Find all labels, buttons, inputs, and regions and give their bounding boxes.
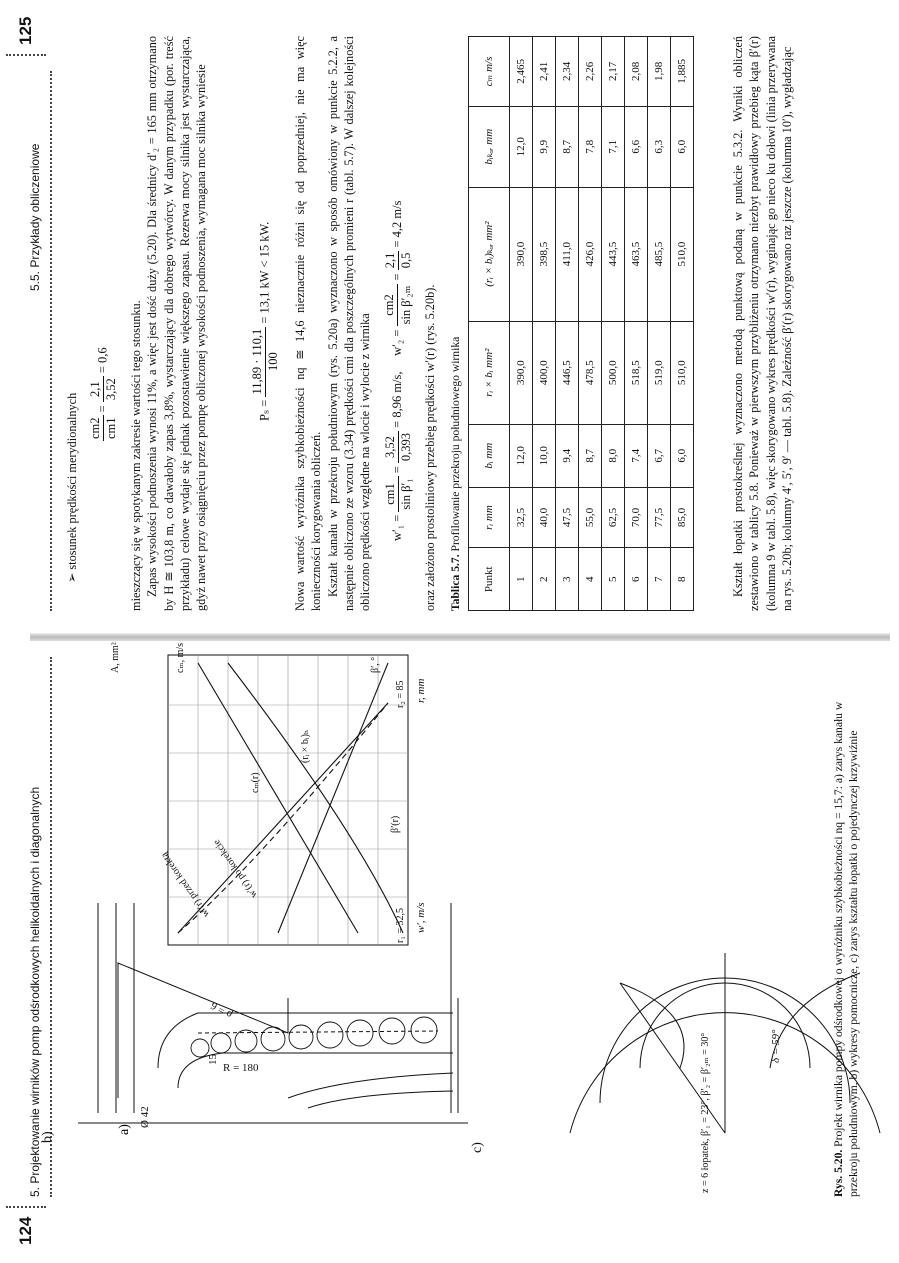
table-cell: 510,0	[671, 321, 694, 424]
delta-label: δ = 59°	[770, 1029, 782, 1063]
table-cell: 500,0	[602, 321, 625, 424]
table-cell: 2,34	[556, 37, 579, 107]
table-cell: 77,5	[648, 487, 671, 548]
th-b: bᵢ mm	[469, 424, 510, 487]
left-page	[0, 643, 899, 1263]
figure-caption	[832, 657, 861, 1197]
panel-a-drawing	[78, 903, 468, 1123]
right-page	[0, 0, 899, 631]
table-cell: 1	[510, 548, 533, 611]
table-cell: 2,08	[625, 37, 648, 107]
table-cell: 70,0	[625, 487, 648, 548]
table-cell: 62,5	[602, 487, 625, 548]
panel-a-label: a)	[117, 1124, 132, 1135]
table-cell: 390,0	[510, 321, 533, 424]
table-cell: 4	[579, 548, 602, 611]
chart-x-axis-label: r, mm	[415, 678, 427, 703]
table-row	[579, 37, 602, 611]
table-cell: 398,5	[533, 187, 556, 321]
equation-3: w′₁ = cm1 sin β′₁ = 3,52 0,393 = 8,96 m/s, w′₂ = cm2 sin β′₂ₘ = 2,1 0,5 = 4,2 m/s	[382, 200, 413, 541]
page-number-right: 125	[16, 16, 35, 45]
table-cell: 6,7	[648, 424, 671, 487]
th-r: rᵢ mm	[469, 487, 510, 548]
cm-axis-label: cₘ, m/s	[175, 642, 186, 673]
bullet-text: stosunek prędkości merydionalnych	[65, 392, 79, 570]
table-cell: 519,0	[648, 321, 671, 424]
para2: Zapas wysokości podnoszenia wynosi 11%, a więc jest dość duży (5.20). Dla średnicy d′₂ = 165 mm otrzymano by H ≅ 103,8 m, co dawałoby zapas 3,8%, wystarczający dla dobrego wytwórcy. W danym przypadku (por. treść przykładu) celowe wydaje się jednak pozostawienie większego zapasu. Rezerwa mocy silnika jest wystarczająca, gdyż nawet przy osiągnięciu przez pompę obliczonej wysokości podnoszenia, wymagana moc silnika wyniesie	[145, 36, 209, 611]
table-cell: 9,4	[556, 424, 579, 487]
table-cell: 426,0	[579, 187, 602, 321]
para1: mieszczący się w spotykanym zakresie wartości tego stosunku.	[129, 300, 143, 611]
table-cell: 411,0	[556, 187, 579, 321]
paragraph-block-2	[292, 36, 373, 611]
table-cell: 2,26	[579, 37, 602, 107]
table-cell: 400,0	[533, 321, 556, 424]
th-rb: rᵢ × bᵢ mm²	[469, 321, 510, 424]
table-cell: 55,0	[579, 487, 602, 548]
table-cell: 443,5	[602, 187, 625, 321]
table-cell: 8,7	[556, 106, 579, 187]
table-5-7	[468, 36, 694, 611]
equation-1: cm2 cm1 = 2,1 3,52 = 0,6	[88, 347, 118, 439]
blade-note: z = 6 łopatek, β′₁ = 23°, β′₂ = β′₂ₘ = 30°	[700, 1032, 711, 1193]
table-cell: 40,0	[533, 487, 556, 548]
bullet-icon: ➢	[65, 572, 79, 583]
table-header-row	[469, 37, 510, 611]
table-cell: 3	[556, 548, 579, 611]
chart-y-axis-label: w′, m/s	[415, 902, 427, 933]
table-cell: 2,41	[533, 37, 556, 107]
table-cell: 7,4	[625, 424, 648, 487]
para4: Kształt kanału w przekroju południowym (rys. 5.20a) wyznaczono w sposób omówiony w punkcie 5.2.2, a następnie obliczono ze wzoru (3.34) prędkości cmi dla poszczególnych promieni r (tabl. 5.7). W dalszej kolejności obliczono prędkości względne na wlocie i wylocie z wirnika	[325, 36, 373, 611]
table-row	[602, 37, 625, 611]
table-cell: 85,0	[671, 487, 694, 548]
panel-c-label: c)	[470, 1142, 485, 1153]
table-cell: 6,0	[671, 106, 694, 187]
table-row	[533, 37, 556, 611]
header-dotted-line-right	[50, 71, 52, 611]
para6: Kształt łopatki prostokreślnej wyznaczono metodą punktową podaną w punkcie 5.3.2. Wyniki obliczeń zestawiono w tablicy 5.8. Ponieważ w pierwszym przybliżeniu otrzymano niezbyt prawidłowy przebieg kąta β′(r) (kolumna 9 w tabl. 5.8), więc skorygowano wykres prędkości w′(r), wyginając go nieco ku dołowi (linia przerywana na rys. 5.20b; kolumny 4′, 5′, 9′ — tabl. 5.8). Zależność β′(r) skorygowano raz jeszcze (kolumna 10′), wygładzając	[731, 36, 794, 611]
table-cell: 463,5	[625, 187, 648, 321]
bullet-line	[64, 73, 80, 583]
r2-label: r₂ = 85	[395, 680, 406, 708]
table-cell: 478,5	[579, 321, 602, 424]
table-cell: 390,0	[510, 187, 533, 321]
running-head-right: 5.5. Przykłady obliczeniowe	[28, 143, 42, 291]
caption-text: Projekt wirnika pompy odśrodkowej o wyróżniku szybkobieżności nq = 15,7: a) zarys kanału w przekroju południowym, b) wykresy pomocnicze, c) zarys kształtu łopatki o pojedynczej krzywiźnie	[832, 701, 860, 1197]
table-cell: 518,5	[625, 321, 648, 424]
label-15: 15	[207, 1054, 219, 1065]
table-cell: 10,0	[533, 424, 556, 487]
table-cell: 6,0	[671, 424, 694, 487]
gutter	[30, 633, 890, 641]
th-b-kor: bᵢₖₒᵣ mm	[469, 106, 510, 187]
table-body	[510, 37, 694, 611]
th-cm: cₘ m/s	[469, 37, 510, 107]
area-axis-label: A, mm²	[110, 642, 121, 673]
table-cell: 12,0	[510, 106, 533, 187]
table-row	[648, 37, 671, 611]
header-dotted-line	[50, 657, 52, 1197]
table-cell: 2,17	[602, 37, 625, 107]
table-cell: 7,8	[579, 106, 602, 187]
th-punkt: Punkt	[469, 548, 510, 611]
table-cell: 510,0	[671, 187, 694, 321]
table-cell: 8,0	[602, 424, 625, 487]
table-cell: 47,5	[556, 487, 579, 548]
table-title: Tablica 5.7. Profilowanie przekroju południowego wirnika	[449, 336, 462, 611]
para5: oraz założono prostoliniowy przebieg prędkości w′(r) (rys. 5.20b).	[423, 284, 437, 611]
curve3-label: cₘ(r)	[250, 772, 261, 793]
table-cell: 32,5	[510, 487, 533, 548]
table-cell: 2	[533, 548, 556, 611]
curve1-label: w′(r) przed korektą	[159, 850, 212, 920]
panel-b-label: b)	[40, 1131, 55, 1143]
curve2-label: w′(r) po korekcie	[211, 837, 260, 900]
curve-area	[278, 663, 388, 933]
table-cell: 7,1	[602, 106, 625, 187]
table-cell: 5	[602, 548, 625, 611]
table-row	[625, 37, 648, 611]
table-cell: 6	[625, 548, 648, 611]
th-rb-kor: (rᵢ × bᵢ)ₖₒᵣ mm²	[469, 187, 510, 321]
curve5-label: β′(r)	[390, 815, 401, 833]
label-rho: ρ = 6	[208, 999, 235, 1021]
table-row	[556, 37, 579, 611]
table-cell: 485,5	[648, 187, 671, 321]
para3: Nowa wartość wyróżnika szybkobieżności nq ≅ 14,6 nieznacznie różni się od poprzedniej, nie ma więc konieczności korygowania obliczeń.	[293, 36, 324, 611]
page-number-left: 124	[16, 1216, 35, 1245]
table-row	[510, 37, 533, 611]
curve-cm	[198, 663, 358, 933]
r1-label: r₁ = 32,5	[395, 908, 406, 943]
header-rule-right	[6, 54, 46, 56]
table-cell: 8,7	[579, 424, 602, 487]
table-cell: 12,0	[510, 424, 533, 487]
caption-label: Rys. 5.20.	[832, 1149, 845, 1197]
curve4-label: (rᵢ × bᵢ)ₕ	[300, 729, 311, 763]
table-cell: 1,98	[648, 37, 671, 107]
paragraph-block-1	[128, 36, 209, 611]
table-cell: 6,3	[648, 106, 671, 187]
table-cell: 8	[671, 548, 694, 611]
table-cell: 6,6	[625, 106, 648, 187]
equation-2: Pₛ = 11,89 · 110,1 100 = 13,1 kW < 15 kW.	[250, 221, 280, 421]
table-cell: 2,465	[510, 37, 533, 107]
header-rule	[6, 1206, 46, 1208]
table-row	[671, 37, 694, 611]
table-cell: 446,5	[556, 321, 579, 424]
running-head-left: 5. Projektowanie wirników pomp odśrodkowych helikoidalnych i diagonalnych	[28, 786, 42, 1197]
beta-axis-label: β′, °	[370, 656, 381, 673]
table-cell: 9,9	[533, 106, 556, 187]
table-cell: 7	[648, 548, 671, 611]
label-d42: Ø 42	[139, 1106, 151, 1128]
table-cell: 1,885	[671, 37, 694, 107]
label-r180: R = 180	[223, 1062, 259, 1074]
